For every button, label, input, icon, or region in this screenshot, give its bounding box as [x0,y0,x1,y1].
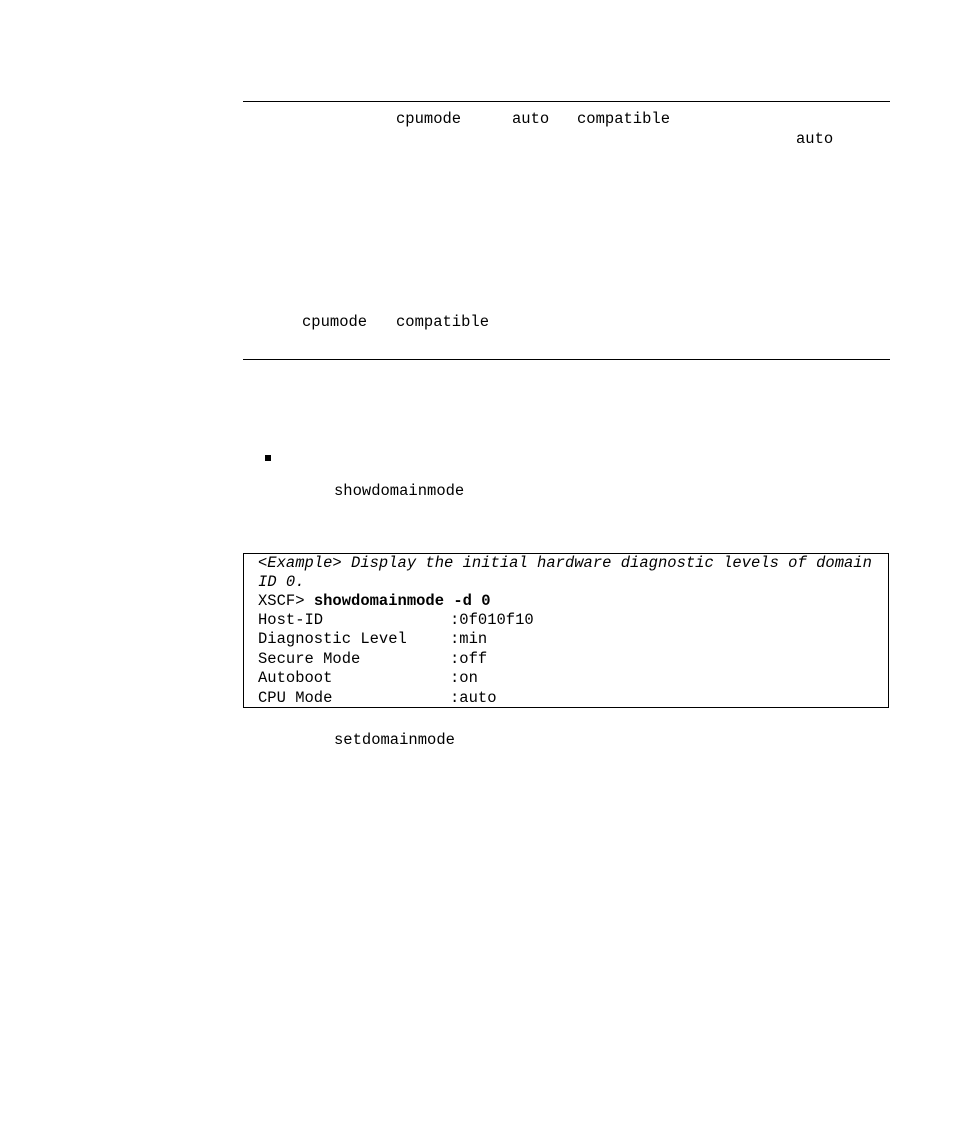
output-value-diagnostic-level: :min [450,630,488,648]
output-label-cpu-mode: CPU Mode [258,689,333,707]
note-bottom-rule [243,359,890,360]
output-label-diagnostic-level: Diagnostic Level [258,630,407,648]
output-value-cpu-mode: :auto [450,689,497,707]
note-compatible-term-2: compatible [396,313,490,331]
output-value-host-id: :0f010f10 [450,611,534,629]
example-comment-line-2: ID 0. [258,573,305,591]
showdomainmode-command-term: showdomainmode [334,482,465,500]
code-example-box [243,553,889,708]
output-label-host-id: Host-ID [258,611,324,629]
note-compatible-term: compatible [577,110,671,128]
output-value-autoboot: :on [450,669,478,687]
note-cpumode-term-2: cpumode [302,313,368,331]
note-auto-term-2: auto [796,130,834,148]
note-auto-term: auto [512,110,550,128]
command-text: showdomainmode -d 0 [313,592,491,610]
setdomainmode-command-term: setdomainmode [334,731,455,749]
note-cpumode-term: cpumode [396,110,462,128]
command-line [258,592,491,611]
note-top-rule [243,101,890,102]
output-value-secure-mode: :off [450,650,488,668]
output-label-autoboot: Autoboot [258,669,333,687]
list-bullet-icon [265,455,271,461]
output-label-secure-mode: Secure Mode [258,650,361,668]
example-comment-line-1: <Example> Display the initial hardware diagnostic levels of domain [258,554,872,572]
xscf-prompt: XSCF> [258,592,314,610]
